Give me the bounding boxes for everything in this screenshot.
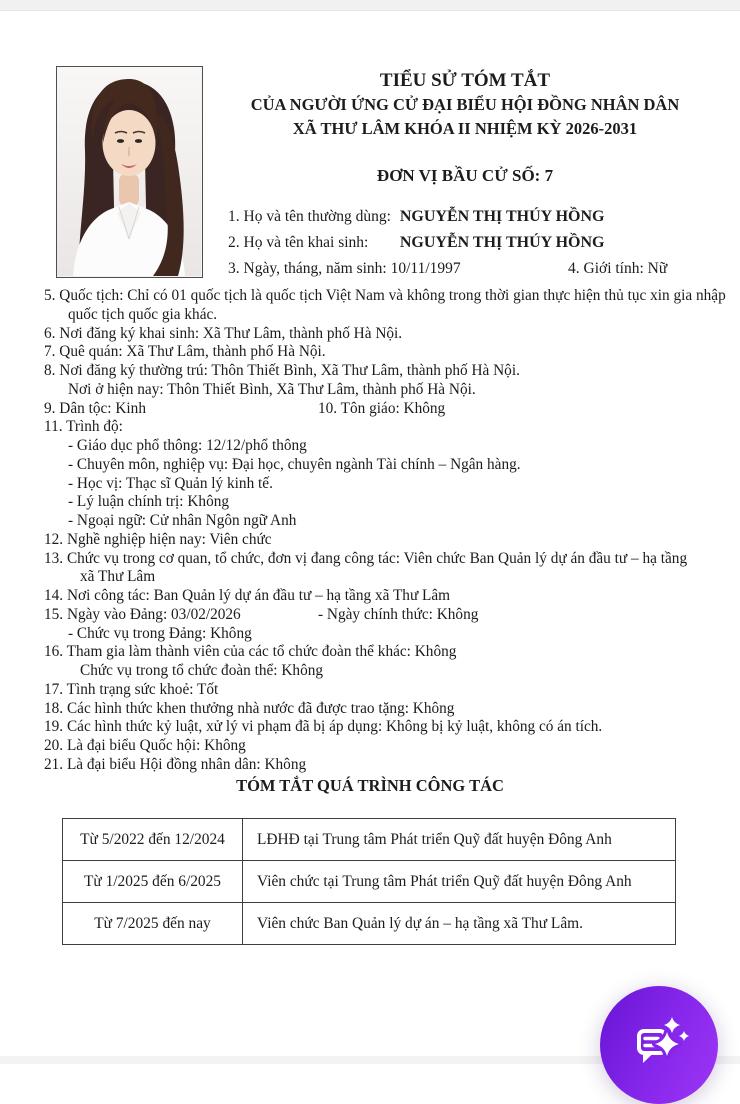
item-national-assembly: 20. Là đại biểu Quốc hội: Không: [44, 737, 246, 754]
item-ethnicity-religion-row: [44, 400, 724, 419]
work-period: Từ 1/2025 đến 6/2025: [63, 861, 243, 903]
item-organizations: 16. Tham gia làm thành viên của các tổ chức đoàn thể khác: Không: [44, 643, 457, 661]
item-ethnicity: 9. Dân tộc: Kinh: [44, 399, 146, 417]
item-gender: 4. Giới tính: Nữ: [568, 260, 668, 277]
identity-section: [228, 204, 728, 282]
item-discipline: 19. Các hình thức kỷ luật, xử lý vi phạm đã bị áp dụng: Không bị kỷ luật, không có án tích.: [44, 718, 603, 736]
item-position: 13. Chức vụ trong cơ quan, tổ chức, đơn vị đang công tác: Viên chức Ban Quản lý dự án đầu tư – hạ tầng: [44, 549, 688, 567]
work-history-table: [62, 818, 676, 945]
chat-sparkles-icon: [627, 1013, 691, 1077]
item-nationality-cont: quốc tịch quốc gia khác.: [68, 305, 218, 323]
item-party-position: - Chức vụ trong Đảng: Không: [68, 624, 252, 642]
item-date-of-birth: 3. Ngày, tháng, năm sinh: 10/11/1997: [228, 260, 461, 277]
item-common-name-label: 1. Họ và tên thường dùng:: [228, 208, 391, 225]
biography-section: [44, 287, 724, 775]
item-health: 17. Tình trạng sức khoẻ: Tốt: [44, 680, 219, 698]
work-history-title: TÓM TẮT QUÁ TRÌNH CÔNG TÁC: [236, 776, 504, 795]
item-party-official-date: - Ngày chính thức: Không: [318, 605, 479, 623]
item-education-heading: 11. Trình độ:: [44, 418, 123, 436]
item-permanent-residence: 8. Nơi đăng ký thường trú: Thôn Thiết Bình, Xã Thư Lâm, thành phố Hà Nội.: [44, 362, 520, 379]
work-period: Từ 5/2022 đến 12/2024: [63, 819, 243, 861]
item-professional-education: - Chuyên môn, nghiệp vụ: Đại học, chuyên ngành Tài chính – Ngân hàng.: [68, 455, 521, 473]
item-foreign-language: - Ngoại ngữ: Cử nhân Ngôn ngữ Anh: [68, 512, 297, 529]
item-party-row: [44, 606, 724, 625]
doc-subtitle-1: CỦA NGƯỜI ỨNG CỬ ĐẠI BIỂU HỘI ĐỒNG NHÂN DÂN: [250, 95, 680, 114]
item-nationality: 5. Quốc tịch: Chỉ có 01 quốc tịch là quốc tịch Việt Nam và không trong thời gian thực hiện thủ tục xin gia nhập: [44, 287, 726, 304]
item-academic-degree: - Học vị: Thạc sĩ Quản lý kinh tế.: [68, 474, 273, 492]
doc-title: TIỂU SỬ TÓM TẮT: [379, 70, 551, 91]
item-peoples-council: 21. Là đại biểu Hội đồng nhân dân: Không: [44, 755, 307, 773]
item-dob-gender-row: [228, 256, 728, 282]
table-row: [63, 819, 676, 861]
portrait-illustration: [57, 67, 201, 276]
ai-assistant-button[interactable]: [600, 986, 718, 1104]
doc-subtitle-2: XÃ THƯ LÂM KHÓA II NHIỆM KỲ 2026-2031: [292, 119, 638, 138]
top-edge-band: [0, 0, 740, 11]
document-header: [208, 68, 722, 188]
item-birth-name-label: 2. Họ và tên khai sinh:: [228, 234, 369, 251]
table-row: [63, 861, 676, 903]
item-birth-registration: 6. Nơi đăng ký khai sinh: Xã Thư Lâm, thành phố Hà Nội.: [44, 324, 403, 342]
item-religion: 10. Tôn giáo: Không: [318, 399, 446, 417]
item-position-cont: xã Thư Lâm: [80, 568, 156, 586]
item-occupation: 12. Nghề nghiệp hiện nay: Viên chức: [44, 530, 272, 548]
item-political-theory: - Lý luận chính trị: Không: [68, 493, 230, 511]
work-description: LĐHĐ tại Trung tâm Phát triển Quỹ đất huyện Đông Anh: [243, 819, 676, 861]
item-general-education: - Giáo dục phổ thông: 12/12/phổ thông: [68, 437, 307, 454]
work-period: Từ 7/2025 đến nay: [63, 903, 243, 945]
item-birth-name: [228, 230, 728, 256]
table-row: [63, 903, 676, 945]
item-workplace: 14. Nơi công tác: Ban Quản lý dự án đầu tư – hạ tầng xã Thư Lâm: [44, 587, 451, 604]
item-organizations-position: Chức vụ trong tổ chức đoàn thể: Không: [80, 662, 324, 679]
item-common-name: [228, 204, 728, 230]
item-awards: 18. Các hình thức khen thưởng nhà nước đã được trao tặng: Không: [44, 699, 455, 717]
item-current-residence: Nơi ở hiện nay: Thôn Thiết Bình, Xã Thư Lâm, thành phố Hà Nội.: [68, 380, 476, 398]
item-hometown: 7. Quê quán: Xã Thư Lâm, thành phố Hà Nội.: [44, 343, 326, 361]
work-description: Viên chức tại Trung tâm Phát triển Quỹ đất huyện Đông Anh: [243, 861, 676, 903]
candidate-portrait-photo: [56, 66, 203, 278]
item-birth-name-value: NGUYỄN THỊ THÚY HỒNG: [399, 234, 605, 251]
item-common-name-value: NGUYỄN THỊ THÚY HỒNG: [399, 208, 605, 225]
item-party-join-date: 15. Ngày vào Đảng: 03/02/2026: [44, 605, 241, 623]
work-description: Viên chức Ban Quản lý dự án – hạ tầng xã Thư Lâm.: [243, 903, 676, 945]
election-unit: ĐƠN VỊ BẦU CỬ SỐ: 7: [376, 166, 554, 185]
